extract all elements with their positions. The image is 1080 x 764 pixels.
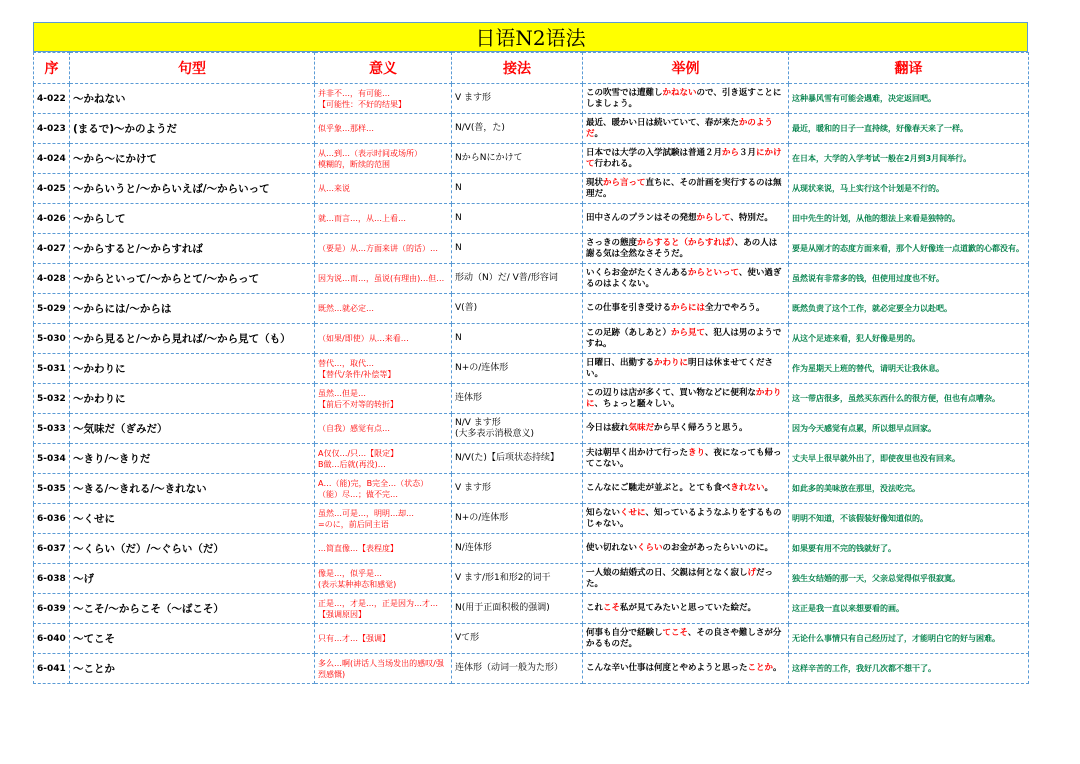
- example-text: こんな辛い仕事は何度とやめようと思った: [586, 663, 748, 673]
- row-number: 6-039: [34, 594, 70, 624]
- row-example: [583, 654, 789, 684]
- example-text: 全力でやろう。: [705, 303, 765, 313]
- header-example: 举例: [583, 53, 789, 84]
- example-highlight: にかけて: [586, 147, 782, 169]
- example-text: 知らない: [586, 507, 621, 518]
- row-pattern: ～きり/～きりだ: [70, 444, 315, 474]
- row-meaning: 多么…啊(讲话人当场发出的感叹/强烈感慨): [315, 654, 452, 684]
- row-translation: 如果要有用不完的钱就好了。: [789, 534, 1029, 564]
- example-highlight: きれない: [730, 483, 765, 493]
- row-translation: 丈夫早上很早就外出了，即使夜里也没有回来。: [789, 444, 1029, 474]
- row-meaning: 替代…，取代… 【替代/条件/补偿等】: [315, 354, 452, 384]
- example-text: 私が見てみたいと思っていた絵だ。: [620, 603, 757, 613]
- grammar-table: [33, 52, 1029, 684]
- example-text: 、使い過ぎるのはよくない。: [586, 267, 782, 289]
- table-row: [34, 474, 1029, 504]
- row-number: 6-041: [34, 654, 70, 684]
- example-text: 、特別だ。: [730, 213, 773, 223]
- example-text: 、あの人は謝る気は全然なさそうだ。: [586, 237, 778, 259]
- row-translation: 虽然说有非常多的钱，但使用过度也不好。: [789, 264, 1029, 294]
- row-connection: N(用于正面积极的强调): [452, 594, 583, 624]
- row-connection: N/V ます形 (大多表示消极意义): [452, 414, 583, 444]
- example-highlight: かのようだ: [586, 117, 773, 139]
- example-text: 田中さんのプランはその発想: [586, 213, 697, 223]
- row-example: [583, 564, 789, 594]
- row-connection: 连体形: [452, 384, 583, 414]
- row-example: [583, 354, 789, 384]
- example-text: この吹雪では遭難し: [586, 87, 663, 98]
- row-pattern: ～からして: [70, 204, 315, 234]
- example-highlight: からすると（からすれば）: [637, 237, 735, 248]
- row-connection: V(普): [452, 294, 583, 324]
- example-highlight: から見て: [671, 327, 705, 338]
- row-translation: 在日本，大学的入学考试一般在2月到3月间举行。: [789, 144, 1029, 174]
- row-meaning: （如果/即使）从…来看…: [315, 324, 452, 354]
- row-connection: N: [452, 174, 583, 204]
- row-example: [583, 234, 789, 264]
- example-text: 明日は休ませてください。: [586, 357, 774, 379]
- table-row: [34, 204, 1029, 234]
- table-row: [34, 84, 1029, 114]
- row-connection: 形动（N）だ/ V普/形容词: [452, 264, 583, 294]
- row-connection: N/V(普，た): [452, 114, 583, 144]
- row-meaning: 并非不…，有可能… 【可能性：不好的结果】: [315, 84, 452, 114]
- example-text: 使い切れない: [586, 543, 638, 553]
- row-number: 6-036: [34, 504, 70, 534]
- example-text: こんなにご馳走が並ぶと。とても食べ: [586, 483, 731, 493]
- table-row: [34, 174, 1029, 204]
- row-number: 5-035: [34, 474, 70, 504]
- header-meaning: 意义: [315, 53, 452, 84]
- example-text: 現状: [586, 177, 604, 188]
- example-highlight: から: [722, 147, 740, 158]
- example-highlight: かわりに: [654, 357, 689, 368]
- example-highlight: かねない: [662, 87, 697, 98]
- row-example: [583, 474, 789, 504]
- row-meaning: 虽然…可是…，明明…却… =のに，前后同主语: [315, 504, 452, 534]
- table-row: [34, 114, 1029, 144]
- table-row: [34, 264, 1029, 294]
- row-translation: 最近，暖和的日子一直持续，好像春天来了一样。: [789, 114, 1029, 144]
- grammar-sheet: [33, 22, 1028, 684]
- row-number: 5-030: [34, 324, 70, 354]
- row-translation: 这样辛苦的工作，我好几次都不想干了。: [789, 654, 1029, 684]
- row-meaning: 因为说…而…，虽说(有理由)…但…: [315, 264, 452, 294]
- row-meaning: （要是）从…方面来讲（的话）…: [315, 234, 452, 264]
- table-row: [34, 594, 1029, 624]
- row-number: 5-031: [34, 354, 70, 384]
- row-connection: N: [452, 234, 583, 264]
- example-text: ので、引き返すことにしましょう。: [586, 87, 782, 109]
- example-highlight: から言って: [603, 177, 646, 188]
- row-translation: 既然负责了这个工作，就必定要全力以赴吧。: [789, 294, 1029, 324]
- example-text: 、夜になっても帰ってこない。: [586, 447, 782, 469]
- row-meaning: 虽然…但是… 【前后不对等的转折】: [315, 384, 452, 414]
- row-example: [583, 84, 789, 114]
- row-translation: 独生女结婚的那一天，父亲总觉得似乎很寂寞。: [789, 564, 1029, 594]
- table-body: [34, 84, 1029, 684]
- table-row: [34, 564, 1029, 594]
- example-text: いくらお金がたくさんある: [586, 267, 689, 278]
- example-highlight: くせに: [620, 507, 646, 518]
- row-connection: N+の/连体形: [452, 354, 583, 384]
- row-connection: N: [452, 324, 583, 354]
- example-text: から早く帰ろうと思う。: [654, 423, 748, 433]
- example-text: さっきの態度: [586, 237, 638, 248]
- row-number: 4-026: [34, 204, 70, 234]
- example-highlight: くらい: [637, 543, 663, 553]
- row-number: 4-028: [34, 264, 70, 294]
- row-meaning: 像是…，似乎是… (表示某种神态和感觉): [315, 564, 452, 594]
- example-text: この仕事を引き受ける: [586, 303, 672, 313]
- example-text: のお金があったらいいのに。: [662, 543, 773, 553]
- row-number: 5-033: [34, 414, 70, 444]
- row-connection: V ます形: [452, 474, 583, 504]
- row-translation: 因为今天感觉有点累，所以想早点回家。: [789, 414, 1029, 444]
- row-pattern: ～くせに: [70, 504, 315, 534]
- row-example: [583, 114, 789, 144]
- row-translation: 要是从刚才的态度方面来看，那个人好像连一点道歉的心都没有。: [789, 234, 1029, 264]
- example-text: 一人娘の結婚式の日、父親は何となく寂し: [586, 567, 748, 578]
- example-text: だった。: [586, 567, 774, 589]
- example-text: 、知っているようなふりをするものじゃない。: [586, 507, 782, 529]
- row-pattern: ～気味だ（ぎみだ）: [70, 414, 315, 444]
- row-pattern: ～からには/～からは: [70, 294, 315, 324]
- row-pattern: ～ことか: [70, 654, 315, 684]
- row-pattern: ～からといって/～からとて/～からって: [70, 264, 315, 294]
- row-meaning: 既然…就必定…: [315, 294, 452, 324]
- row-example: [583, 624, 789, 654]
- row-connection: V ます形: [452, 84, 583, 114]
- example-text: 直ちに、その計画を実行するのは無理だ。: [586, 177, 782, 199]
- row-connection: Vて形: [452, 624, 583, 654]
- example-text: 。: [764, 483, 774, 493]
- table-row: [34, 144, 1029, 174]
- row-example: [583, 534, 789, 564]
- row-meaning: 从…来说: [315, 174, 452, 204]
- row-number: 5-032: [34, 384, 70, 414]
- example-text: 。: [773, 663, 782, 673]
- row-example: [583, 144, 789, 174]
- header-row: [34, 53, 1029, 84]
- row-pattern: ～こそ/～からこそ（～ばこそ）: [70, 594, 315, 624]
- example-text: 行われる。: [594, 158, 638, 169]
- table-row: [34, 294, 1029, 324]
- example-highlight: からといって: [688, 267, 739, 278]
- row-meaning: A…（能)完，B完全…（状态） （能）尽…；做不完…: [315, 474, 452, 504]
- header-connection: 接法: [452, 53, 583, 84]
- row-pattern: ～からいうと/～からいえば/～からいって: [70, 174, 315, 204]
- row-number: 5-029: [34, 294, 70, 324]
- table-row: [34, 354, 1029, 384]
- row-example: [583, 294, 789, 324]
- row-translation: 田中先生的计划，从他的想法上来看是独特的。: [789, 204, 1029, 234]
- row-connection: N/V(た)【后项状态持续】: [452, 444, 583, 474]
- row-meaning: A仅仅…/只…【限定】 B做…后就(再没)…: [315, 444, 452, 474]
- row-pattern: ～から見ると/～から見れば/～から見て（も）: [70, 324, 315, 354]
- row-translation: 无论什么事情只有自己经历过了，才能明白它的好与困难。: [789, 624, 1029, 654]
- row-pattern: ～かわりに: [70, 384, 315, 414]
- header-pattern: 句型: [70, 53, 315, 84]
- row-number: 6-038: [34, 564, 70, 594]
- row-translation: 作为星期天上班的替代，请明天让我休息。: [789, 354, 1029, 384]
- example-text: 夫は朝早く出かけて行った: [586, 447, 689, 458]
- row-connection: N/连体形: [452, 534, 583, 564]
- row-example: [583, 444, 789, 474]
- example-highlight: からして: [696, 213, 731, 223]
- example-highlight: きり: [688, 447, 706, 458]
- row-example: [583, 594, 789, 624]
- example-highlight: ことか: [747, 663, 774, 673]
- header-translation: 翻译: [789, 53, 1029, 84]
- row-pattern: ～げ: [70, 564, 315, 594]
- row-pattern: ～きる/～きれる/～きれない: [70, 474, 315, 504]
- example-highlight: からには: [671, 303, 706, 313]
- example-text: 日曜日、出勤する: [586, 357, 655, 368]
- row-example: [583, 504, 789, 534]
- row-translation: 这正是我一直以来想要看的画。: [789, 594, 1029, 624]
- row-meaning: 就…而言…，从…上看…: [315, 204, 452, 234]
- example-text: 今日は疲れ: [586, 423, 629, 433]
- row-meaning: 从…到…（表示时间或场所） 模糊的，断续的范围: [315, 144, 452, 174]
- table-row: [34, 234, 1029, 264]
- row-pattern: ～からすると/～からすれば: [70, 234, 315, 264]
- table-row: [34, 504, 1029, 534]
- example-text: 、その良さや難しさが分かるものだ。: [586, 627, 782, 649]
- row-meaning: …简直像…【表程度】: [315, 534, 452, 564]
- example-highlight: こそ: [603, 603, 621, 613]
- row-number: 4-024: [34, 144, 70, 174]
- row-number: 4-025: [34, 174, 70, 204]
- row-connection: N: [452, 204, 583, 234]
- table-row: [34, 624, 1029, 654]
- example-text: 最近、暖かい日は続いていて、春が来た: [586, 117, 739, 128]
- row-number: 4-022: [34, 84, 70, 114]
- row-translation: 明明不知道，不该假装好像知道似的。: [789, 504, 1029, 534]
- example-text: この辺りは店が多くて、買い物などに便利な: [586, 387, 756, 398]
- table-row: [34, 654, 1029, 684]
- example-text: この足跡（あしあと）: [586, 327, 672, 338]
- row-number: 6-040: [34, 624, 70, 654]
- row-pattern: ～から～にかけて: [70, 144, 315, 174]
- row-meaning: （自我）感觉有点…: [315, 414, 452, 444]
- example-text: ３月: [739, 147, 757, 158]
- row-example: [583, 384, 789, 414]
- row-translation: 这种暴风雪有可能会遇难，决定返回吧。: [789, 84, 1029, 114]
- row-meaning: 正是…，才是…，正是因为…才…【强调原因】: [315, 594, 452, 624]
- row-example: [583, 174, 789, 204]
- row-meaning: 似乎象…那样…: [315, 114, 452, 144]
- row-connection: V ます/形1和形2的词干: [452, 564, 583, 594]
- row-pattern: ～かねない: [70, 84, 315, 114]
- row-example: [583, 204, 789, 234]
- row-connection: N+の/连体形: [452, 504, 583, 534]
- example-text: 日本では大学の入学試験は普通２月: [586, 147, 723, 158]
- row-example: [583, 264, 789, 294]
- example-highlight: てこそ: [662, 627, 688, 638]
- example-highlight: げ: [747, 567, 757, 578]
- table-row: [34, 384, 1029, 414]
- row-meaning: 只有…才…【强调】: [315, 624, 452, 654]
- table-row: [34, 444, 1029, 474]
- row-translation: 如此多的美味放在那里，没法吃完。: [789, 474, 1029, 504]
- row-example: [583, 414, 789, 444]
- example-text: 、犯人は男のようですね。: [586, 327, 782, 349]
- sheet-title: 日语N2语法: [33, 22, 1028, 52]
- example-text: 、ちょっと騒々しい。: [594, 398, 680, 409]
- row-number: 5-034: [34, 444, 70, 474]
- row-pattern: ～かわりに: [70, 354, 315, 384]
- example-text: これ: [586, 603, 604, 613]
- table-row: [34, 414, 1029, 444]
- example-highlight: 気味だ: [628, 423, 655, 433]
- row-connection: NからNにかけて: [452, 144, 583, 174]
- row-translation: 从这个足迹来看，犯人好像是男的。: [789, 324, 1029, 354]
- table-row: [34, 324, 1029, 354]
- table-row: [34, 534, 1029, 564]
- example-text: 何事も自分で経験し: [586, 627, 663, 638]
- row-number: 6-037: [34, 534, 70, 564]
- example-text: 。: [594, 128, 604, 139]
- row-pattern: ～くらい（だ）/～ぐらい（だ）: [70, 534, 315, 564]
- row-connection: 连体形（动词一般为た形）: [452, 654, 583, 684]
- row-example: [583, 324, 789, 354]
- row-translation: 这一带店很多，虽然买东西什么的很方便，但也有点嘈杂。: [789, 384, 1029, 414]
- row-number: 4-027: [34, 234, 70, 264]
- header-number: 序: [34, 53, 70, 84]
- example-highlight: かわりに: [586, 387, 782, 409]
- row-pattern: ～てこそ: [70, 624, 315, 654]
- row-number: 4-023: [34, 114, 70, 144]
- row-pattern: (まるで)～かのようだ: [70, 114, 315, 144]
- row-translation: 从现状来说，马上实行这个计划是不行的。: [789, 174, 1029, 204]
